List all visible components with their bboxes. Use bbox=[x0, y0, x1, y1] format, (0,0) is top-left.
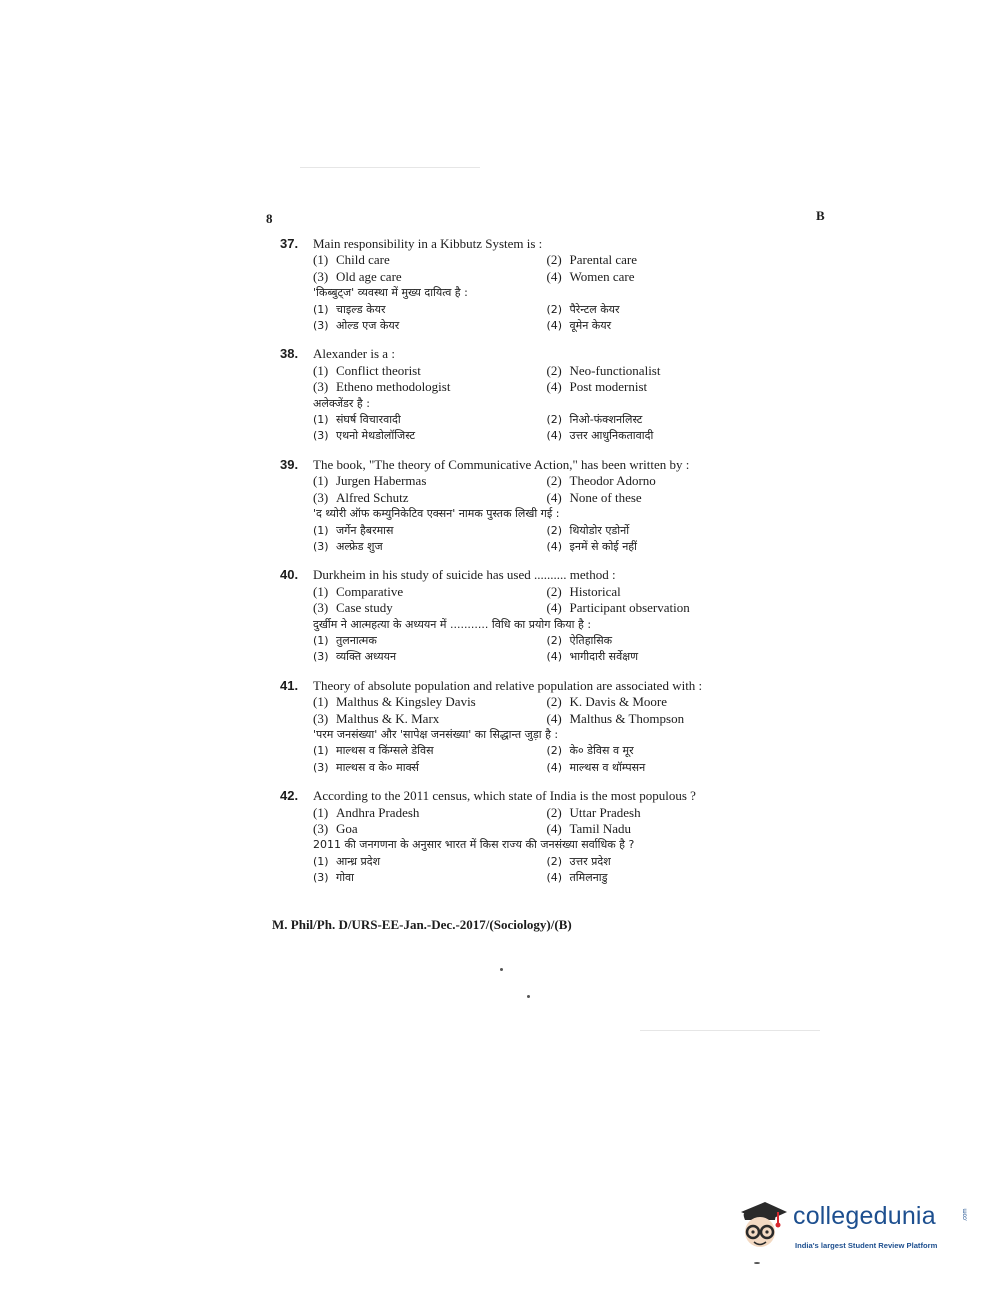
hindi-option-row bbox=[313, 412, 780, 428]
option-text: Case study bbox=[336, 600, 393, 616]
option-text: Post modernist bbox=[569, 379, 648, 395]
option-text: तुलनात्मक bbox=[336, 633, 377, 647]
option bbox=[313, 694, 547, 710]
option-number: (4) bbox=[546, 319, 563, 333]
option bbox=[313, 363, 547, 379]
question bbox=[280, 567, 780, 665]
option-text: एथनो मेथडोलॉजिस्ट bbox=[336, 429, 416, 443]
option-text: इनमें से कोई नहीं bbox=[569, 539, 638, 553]
option-row bbox=[313, 490, 780, 506]
option-text: Jurgen Habermas bbox=[336, 473, 427, 489]
hindi-option bbox=[313, 318, 547, 334]
option bbox=[547, 600, 781, 616]
option-row bbox=[313, 473, 780, 489]
question-number: 40. bbox=[280, 567, 299, 583]
hindi-option bbox=[547, 649, 781, 665]
hindi-option bbox=[547, 523, 781, 539]
option bbox=[313, 821, 547, 837]
hindi-option bbox=[313, 760, 547, 776]
hindi-option bbox=[547, 854, 781, 870]
question bbox=[280, 457, 780, 555]
option bbox=[313, 252, 547, 268]
hindi-option bbox=[547, 539, 781, 555]
hindi-option bbox=[547, 318, 781, 334]
hindi-option bbox=[313, 428, 547, 444]
option-number: (1) bbox=[313, 694, 329, 710]
option bbox=[313, 269, 547, 285]
option-text: Malthus & Kingsley Davis bbox=[336, 694, 476, 710]
option-text: संघर्ष विचारवादी bbox=[336, 413, 401, 427]
logo-wordmark: collegedunia bbox=[793, 1202, 936, 1230]
question bbox=[280, 788, 780, 886]
option bbox=[313, 805, 547, 821]
hindi-option-row bbox=[313, 318, 780, 334]
option-text: Neo-functionalist bbox=[569, 362, 661, 378]
hindi-option-row bbox=[313, 523, 780, 539]
option-number: (3) bbox=[313, 539, 329, 553]
question-text: The book, "The theory of Communicative Action," has been written by : bbox=[313, 456, 690, 472]
option-text: Women care bbox=[569, 268, 635, 284]
option-text: Andhra Pradesh bbox=[336, 804, 420, 820]
option-number: (4) bbox=[546, 539, 563, 553]
option-text: माल्थस व किंग्सले डेविस bbox=[336, 744, 434, 758]
option-text: ओल्ड एज केयर bbox=[336, 319, 400, 333]
option-text: Old age care bbox=[336, 268, 402, 284]
question-number: 41. bbox=[280, 677, 299, 693]
hindi-option-row bbox=[313, 870, 780, 886]
option-number: (4) bbox=[546, 489, 562, 505]
hindi-option-row bbox=[313, 633, 780, 649]
hindi-question-text: 'द थ्योरी ऑफ कम्युनिकेटिव एक्सन' नामक पुस्तक लिखी गई : bbox=[313, 507, 560, 521]
option-number: (3) bbox=[313, 821, 329, 836]
option-row bbox=[313, 252, 780, 268]
hindi-option bbox=[547, 743, 781, 759]
option-number: (1) bbox=[313, 523, 329, 537]
question-body bbox=[313, 236, 780, 334]
hindi-option-row bbox=[313, 649, 780, 665]
option-number: (1) bbox=[313, 744, 329, 758]
option-number: (1) bbox=[313, 804, 329, 820]
option-number: (1) bbox=[313, 633, 329, 647]
hindi-option bbox=[547, 760, 781, 776]
exam-code: M. Phil/Ph. D/URS-EE-Jan.-Dec.-2017/(Sociology)/(B) bbox=[272, 917, 572, 932]
option-number: (3) bbox=[313, 710, 329, 726]
option-text: Tamil Nadu bbox=[569, 821, 632, 836]
option-number: (1) bbox=[313, 302, 329, 316]
hindi-option-row bbox=[313, 302, 780, 318]
scan-artifact-line bbox=[300, 167, 480, 168]
option bbox=[313, 600, 547, 616]
option-text: भागीदारी सर्वेक्षण bbox=[569, 650, 639, 664]
option-text: Participant observation bbox=[569, 600, 690, 616]
option-text: Alfred Schutz bbox=[336, 489, 409, 505]
option-number: (3) bbox=[313, 379, 329, 395]
option bbox=[547, 363, 781, 379]
option-row bbox=[313, 584, 780, 600]
option bbox=[313, 379, 547, 395]
question-body bbox=[313, 567, 780, 665]
option-text: Etheno methodologist bbox=[336, 379, 451, 395]
logo-suffix: .com bbox=[962, 1208, 969, 1222]
option-number: (4) bbox=[546, 379, 562, 395]
option-number: (1) bbox=[313, 473, 329, 489]
question-number: 38. bbox=[280, 346, 299, 362]
question-number: 37. bbox=[280, 236, 299, 251]
option-number: (2) bbox=[546, 854, 563, 868]
option bbox=[547, 473, 781, 489]
hindi-option bbox=[313, 302, 547, 318]
option-number: (2) bbox=[546, 694, 562, 710]
option-number: (2) bbox=[546, 302, 563, 316]
option-number: (2) bbox=[546, 804, 562, 820]
scan-speck bbox=[527, 995, 530, 998]
option-text: Uttar Pradesh bbox=[569, 804, 641, 820]
question-body bbox=[313, 788, 780, 886]
option-text: Malthus & Thompson bbox=[569, 710, 685, 726]
option-text: पैरेन्टल केयर bbox=[569, 302, 620, 316]
hindi-option bbox=[313, 633, 547, 649]
option-number: (3) bbox=[313, 871, 329, 885]
hindi-option bbox=[313, 539, 547, 555]
hindi-option-row bbox=[313, 760, 780, 776]
option-text: Child care bbox=[336, 252, 390, 268]
logo-tagline: India's largest Student Review Platform bbox=[795, 1241, 938, 1250]
hindi-option bbox=[547, 412, 781, 428]
hindi-option-row bbox=[313, 539, 780, 555]
hindi-option-row bbox=[313, 854, 780, 870]
option-text: K. Davis & Moore bbox=[569, 694, 667, 710]
option-text: ऐतिहासिक bbox=[569, 633, 613, 647]
option-text: गोवा bbox=[336, 871, 355, 885]
option-row bbox=[313, 379, 780, 395]
hindi-question-text: दुर्खीम ने आत्महत्या के अध्ययन में ........... विधि का प्रयोग किया है : bbox=[313, 617, 592, 631]
option-row bbox=[313, 694, 780, 710]
option bbox=[547, 252, 781, 268]
option-text: तमिलनाडु bbox=[569, 871, 608, 885]
option-number: (4) bbox=[546, 429, 563, 443]
option-text: Conflict theorist bbox=[336, 362, 421, 378]
option-text: Malthus & K. Marx bbox=[336, 710, 440, 726]
scan-speck bbox=[754, 1262, 760, 1264]
option-text: उत्तर प्रदेश bbox=[569, 854, 611, 868]
hindi-option-row bbox=[313, 428, 780, 444]
option-number: (4) bbox=[546, 650, 563, 664]
hindi-option bbox=[313, 649, 547, 665]
question-text: According to the 2011 census, which state of India is the most populous ? bbox=[313, 788, 696, 804]
hindi-question-text: अलेक्जेंडर है : bbox=[313, 396, 370, 410]
question-body bbox=[313, 346, 780, 444]
option-number: (2) bbox=[546, 252, 562, 268]
option-text: माल्थस व थॉम्पसन bbox=[569, 760, 646, 774]
option-row bbox=[313, 269, 780, 285]
hindi-option bbox=[547, 302, 781, 318]
option-number: (3) bbox=[313, 650, 329, 664]
question-text: Durkheim in his study of suicide has used .......... method : bbox=[313, 567, 616, 583]
hindi-question-text: 2011 की जनगणना के अनुसार भारत में किस राज्य की जनसंख्या सर्वाधिक है ? bbox=[313, 838, 635, 852]
option-text: माल्थस व के० मार्क्स bbox=[336, 760, 419, 774]
option bbox=[547, 379, 781, 395]
option-text: Parental care bbox=[569, 252, 637, 268]
option bbox=[547, 711, 781, 727]
option-number: (2) bbox=[546, 413, 563, 427]
option-number: (1) bbox=[313, 583, 329, 599]
scan-speck bbox=[500, 968, 503, 971]
option-text: अल्फ्रेड शुज bbox=[336, 539, 383, 553]
option-text: आन्ध्र प्रदेश bbox=[336, 854, 381, 868]
option-number: (2) bbox=[546, 362, 562, 378]
option bbox=[313, 584, 547, 600]
option bbox=[547, 269, 781, 285]
option bbox=[313, 711, 547, 727]
option-text: निओ-फंक्शनलिस्ट bbox=[569, 413, 643, 427]
student-mascot-icon bbox=[735, 1198, 789, 1254]
option-row bbox=[313, 821, 780, 837]
question-body bbox=[313, 457, 780, 555]
question bbox=[280, 346, 780, 444]
hindi-option bbox=[313, 743, 547, 759]
question bbox=[280, 236, 780, 334]
option bbox=[313, 490, 547, 506]
option bbox=[547, 805, 781, 821]
hindi-question-text: 'किब्बुट्ज' व्यवस्था में मुख्य दायित्व है : bbox=[313, 286, 468, 300]
option-text: चाइल्ड केयर bbox=[336, 302, 386, 316]
option-number: (4) bbox=[546, 821, 562, 836]
option-row bbox=[313, 363, 780, 379]
option-text: उत्तर आधुनिकतावादी bbox=[569, 429, 654, 443]
option-number: (3) bbox=[313, 760, 329, 774]
option-number: (3) bbox=[313, 489, 329, 505]
scan-artifact-line bbox=[640, 1030, 820, 1031]
option-text: Comparative bbox=[336, 583, 404, 599]
option-number: (1) bbox=[313, 252, 329, 268]
hindi-option bbox=[547, 633, 781, 649]
page-number: 8 bbox=[266, 211, 273, 226]
option-number: (2) bbox=[546, 473, 562, 489]
option-number: (3) bbox=[313, 319, 329, 333]
option-number: (3) bbox=[313, 429, 329, 443]
option-number: (2) bbox=[546, 744, 563, 758]
option-number: (3) bbox=[313, 600, 329, 616]
option-row bbox=[313, 805, 780, 821]
option-number: (4) bbox=[546, 710, 562, 726]
collegedunia-logo bbox=[735, 1196, 969, 1260]
hindi-option bbox=[313, 412, 547, 428]
option-text: वूमेन केयर bbox=[569, 319, 612, 333]
hindi-question-text: 'परम जनसंख्या' और 'सापेक्ष जनसंख्या' का सिद्धान्त जुड़ा है : bbox=[313, 727, 559, 741]
option-number: (2) bbox=[546, 633, 563, 647]
hindi-option bbox=[313, 870, 547, 886]
question-text: Alexander is a : bbox=[313, 346, 395, 362]
option-number: (2) bbox=[546, 583, 562, 599]
option-number: (1) bbox=[313, 413, 329, 427]
question-number: 39. bbox=[280, 456, 299, 472]
option-text: जर्गेन हैबरमास bbox=[336, 523, 394, 537]
option-row bbox=[313, 711, 780, 727]
option-text: Historical bbox=[569, 583, 621, 599]
option-row bbox=[313, 600, 780, 616]
question bbox=[280, 678, 780, 776]
hindi-option bbox=[547, 870, 781, 886]
option-text: थियोडोर एडोर्नो bbox=[569, 523, 630, 537]
question-text: Main responsibility in a Kibbutz System is : bbox=[313, 236, 543, 251]
option-number: (3) bbox=[313, 268, 329, 284]
option bbox=[547, 584, 781, 600]
option-text: के० डेविस व मूर bbox=[569, 744, 634, 758]
question-number: 42. bbox=[280, 788, 299, 804]
hindi-option bbox=[547, 428, 781, 444]
option-text: Theodor Adorno bbox=[569, 473, 656, 489]
option-number: (1) bbox=[313, 362, 329, 378]
question-text: Theory of absolute population and relative population are associated with : bbox=[313, 677, 703, 693]
option bbox=[313, 473, 547, 489]
question-list bbox=[280, 236, 780, 899]
hindi-option-row bbox=[313, 743, 780, 759]
option-text: Goa bbox=[336, 821, 358, 836]
hindi-option bbox=[313, 523, 547, 539]
option bbox=[547, 821, 781, 837]
set-code: B bbox=[816, 208, 825, 223]
option-number: (4) bbox=[546, 600, 562, 616]
option-number: (1) bbox=[313, 854, 329, 868]
option-number: (4) bbox=[546, 760, 563, 774]
option bbox=[547, 694, 781, 710]
option-number: (4) bbox=[546, 268, 562, 284]
option-number: (2) bbox=[546, 523, 563, 537]
option-text: None of these bbox=[569, 489, 642, 505]
option bbox=[547, 490, 781, 506]
hindi-option bbox=[313, 854, 547, 870]
option-text: व्यक्ति अध्ययन bbox=[336, 650, 397, 664]
question-body bbox=[313, 678, 780, 776]
option-number: (4) bbox=[546, 871, 563, 885]
